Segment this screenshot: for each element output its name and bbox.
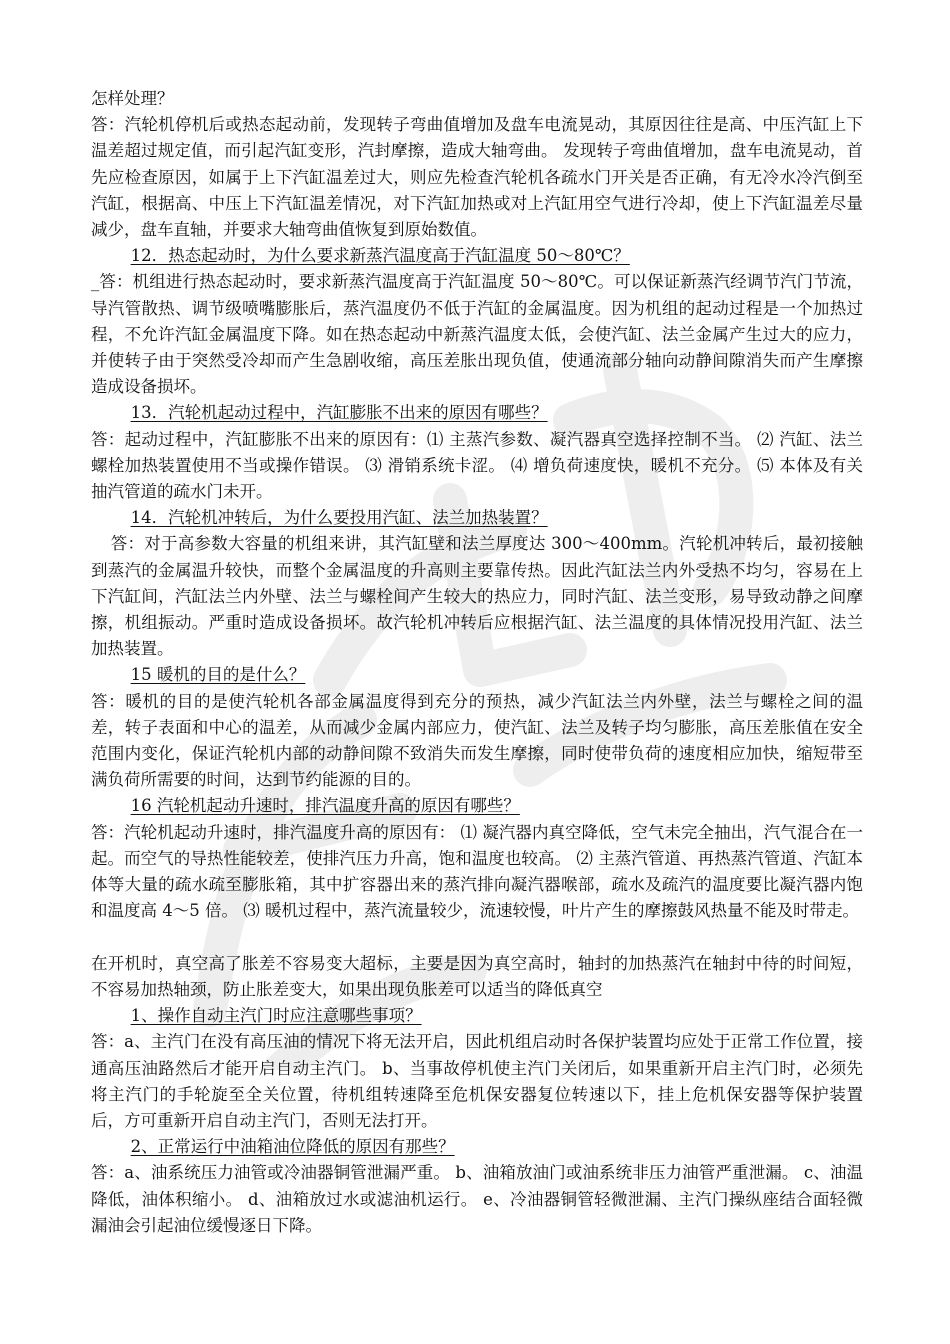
question-text: 14．汽轮机冲转后，为什么要投用汽缸、法兰加热装置？: [130, 508, 548, 528]
answer-paragraph: 答：对于高参数大容量的机组来讲，其汽缸壁和法兰厚度达 300～400mm。汽轮机冲转后，最初接触到蒸汽的金属温升较快，而整个金属温度的升高则主要靠传热。因此汽缸法兰内外受热不均匀，容易在上下汽缸间，汽缸法兰内外壁、法兰与螺栓间产生较大的热应力，同时汽缸、法兰变形，易导致动静之间摩擦，机组振动。严重时造成设备损坏。故汽轮机冲转后应根据汽缸、法兰温度的具体情况投用汽缸、法兰加热装置。: [91, 534, 863, 659]
answer-paragraph: 答：汽轮机停机后或热态起动前，发现转子弯曲值增加及盘车电流晃动，其原因往往是高、中压汽缸上下温差超过规定值，而引起汽缸变形，汽封摩擦，造成大轴弯曲。 发现转子弯曲值增加，盘车电流晃动，首先应检查原因，如属于上下汽缸温差过大，则应先检查汽轮机各疏水门开关是否正确，有无冷水冷汽倒至汽缸，根据高、中压上下汽缸温差情况，对下汽缸加热或对上汽缸用空气进行冷却，使上下汽缸温差尽量减少，盘车直轴，并要求大轴弯曲值恢复到原始数值。: [91, 115, 863, 240]
answer-paragraph: _答：机组进行热态起动时，要求新蒸汽温度高于汽缸温度 50～80℃。可以保证新蒸汽经调节汽门节流，导汽管散热、调节级喷嘴膨胀后，蒸汽温度仍不低于汽缸的金属温度。因为机组的起动过程是一个加热过程，不允许汽缸金属温度下降。如在热态起动中新蒸汽温度太低，会使汽缸、法兰金属产生过大的应力，并使转子由于突然受冷却而产生急剧收缩，高压差胀出现负值，使通流部分轴向动静间隙消失而产生摩擦造成设备损坏。: [91, 272, 863, 397]
answer-paragraph: 答：暖机的目的是使汽轮机各部金属温度得到充分的预热，减少汽缸法兰内外壁，法兰与螺栓之间的温差，转子表面和中心的温差，从而减少金属内部应力，使汽缸、法兰及转子均匀膨胀，高压差胀值在安全范围内变化，保证汽轮机内部的动静间隙不致消失而发生摩擦，同时使带负荷的速度相应加快，缩短带至满负荷所需要的时间，达到节约能源的目的。: [91, 691, 863, 790]
document-body: [91, 86, 863, 1239]
question-text: 16 汽轮机起动升速时，排汽温度升高的原因有哪些？: [130, 796, 520, 816]
answer-paragraph: 答：a、油系统压力油管或冷油器铜管泄漏严重。 b、油箱放油门或油系统非压力油管严重泄漏。 c、油温降低，油体积缩小。 d、油箱放过水或滤油机运行。 e、冷油器铜管轻微泄漏、主汽门操纵座结合面轻微漏油会引起油位缓慢逐日下降。: [91, 1163, 863, 1235]
question-heading: [91, 505, 863, 531]
note-paragraph: 在开机时，真空高了胀差不容易变大超标，主要是因为真空高时，轴封的加热蒸汽在轴封中待的时间短，不容易加热轴颈，防止胀差变大，如果出现负胀差可以适当的降低真空: [91, 953, 863, 999]
question-text: 13．汽轮机起动过程中，汽缸膨胀不出来的原因有哪些？: [130, 403, 548, 423]
answer-paragraph: 怎样处理？: [91, 89, 174, 108]
question-text: 1、操作自动主汽门时应注意哪些事项？: [130, 1006, 422, 1026]
question-text: 2、正常运行中油箱油位降低的原因有那些？: [130, 1137, 455, 1157]
question-heading: [91, 662, 863, 688]
question-heading: [91, 793, 863, 819]
question-text: 15 暖机的目的是什么？: [130, 665, 306, 685]
answer-paragraph: 答：起动过程中，汽缸膨胀不出来的原因有：⑴ 主蒸汽参数、凝汽器真空选择控制不当。 ⑵ 汽缸、法兰螺栓加热装置使用不当或操作错误。 ⑶ 滑销系统卡涩。 ⑷ 增负荷速度快，暖机不充分。 ⑸ 本体及有关抽汽管道的疏水门未开。: [91, 429, 863, 502]
question-heading: [91, 1134, 863, 1160]
question-heading: [91, 400, 863, 426]
question-heading: [91, 243, 863, 269]
question-text: 12．热态起动时，为什么要求新蒸汽温度高于汽缸温度 50～80℃？: [130, 246, 630, 266]
question-heading: [91, 1003, 863, 1029]
answer-paragraph: 答：a、主汽门在没有高压油的情况下将无法开启，因此机组启动时各保护装置均应处于正常工作位置，接通高压油路然后才能开启自动主汽门。 b、当事故停机使主汽门关闭后，如果重新开启主汽门时，必须先将主汽门的手轮旋至全关位置，待机组转速降至危机保安器复位转速以下，挂上危机保安器等保护装置后，方可重新开启自动主汽门，否则无法打开。: [91, 1032, 863, 1130]
blank-line: [91, 925, 863, 951]
answer-paragraph: 答：汽轮机起动升速时，排汽温度升高的原因有： ⑴ 凝汽器内真空降低，空气未完全抽出，汽气混合在一起。而空气的导热性能较差，使排汽压力升高，饱和温度也较高。 ⑵ 主蒸汽管道、再热蒸汽管道、汽缸本体等大量的疏水疏至膨胀箱，其中扩容器出来的蒸汽排向凝汽器喉部，疏水及疏汽的温度要比凝汽器内饱和温度高 4～5 倍。 ⑶ 暖机过程中，蒸汽流量较少，流速较慢，叶片产生的摩擦鼓风热量不能及时带走。: [91, 822, 863, 921]
